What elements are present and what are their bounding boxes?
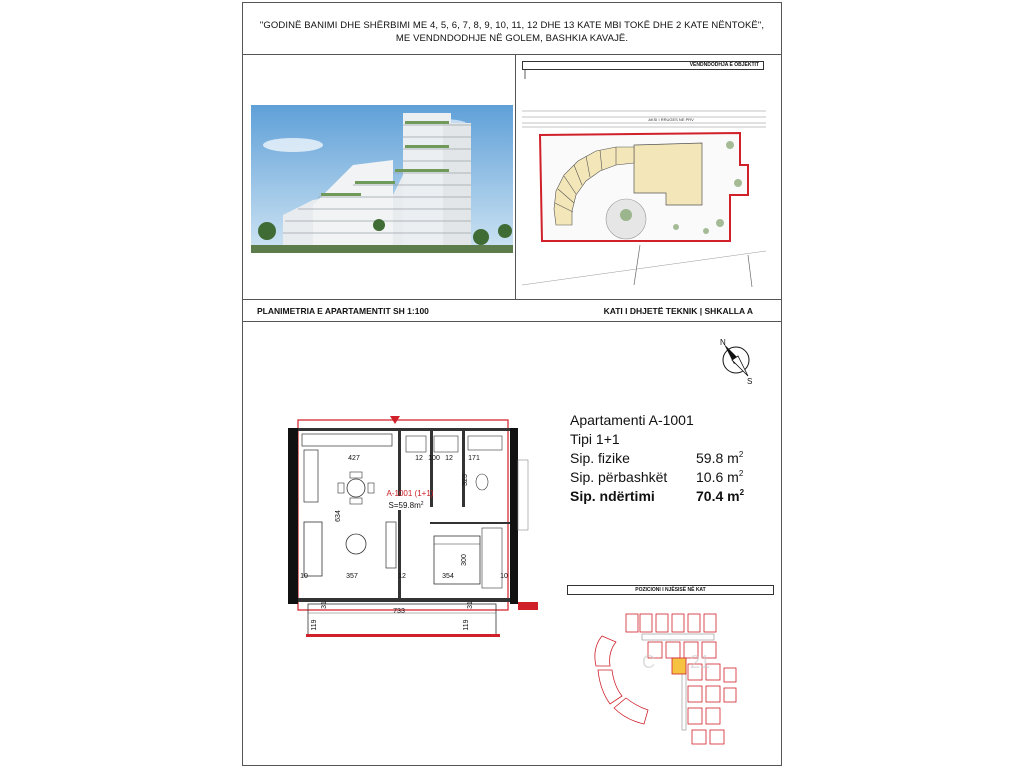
north-arrow-icon: [714, 336, 758, 386]
header-line-2: ME VENDNDODHJE NË GOLEM, BASHKIA KAVAJË.: [395, 33, 629, 44]
area-value-physical: 59.8 m: [696, 450, 739, 466]
site-plan-panel: [516, 55, 781, 300]
plan-title-band: [243, 300, 781, 322]
dim-733: 733: [393, 608, 405, 615]
compass-s: S: [747, 377, 753, 386]
dim-119a: 119: [311, 619, 318, 631]
dim-119b: 119: [463, 619, 470, 631]
dim-427: 427: [348, 455, 360, 462]
compass-n: N: [720, 338, 726, 347]
road-label: AKSI I RRUGES NE PRV: [648, 117, 694, 122]
area-label-physical: Sip. fizike: [570, 450, 630, 466]
area-sup-built: 2: [739, 488, 745, 497]
dim-12b: 12: [445, 455, 453, 462]
area-label-built: Sip. ndërtimi: [570, 488, 655, 504]
area-row-common: [570, 468, 750, 487]
dim-31a: 31: [321, 601, 328, 609]
building-render: [243, 55, 516, 300]
area-row-physical: [570, 449, 750, 468]
plan-scale-title: PLANIMETRIA E APARTAMENTIT SH 1:100: [257, 306, 429, 316]
watermark: C 21: [642, 652, 711, 672]
unit-area: S=59.8m: [388, 501, 421, 510]
dim-634: 634: [335, 510, 342, 522]
dim-300: 300: [461, 554, 468, 566]
dim-357: 357: [346, 573, 358, 580]
svg-text:S=59.8m2: [388, 501, 423, 510]
site-plan-title: VENDNDODHJA E OBJEKTIT: [522, 61, 764, 70]
apartment-floor-plan: [282, 410, 542, 650]
top-row: [243, 55, 781, 300]
apartment-name: Apartamenti A-1001: [570, 412, 694, 428]
dim-100: 100: [428, 455, 440, 462]
position-title: POZICIONI I NJËSISË NË KAT: [567, 585, 774, 595]
document-header: [243, 3, 781, 55]
area-sup-physical: 2: [738, 450, 744, 459]
unit-area-sup: 2: [420, 501, 424, 507]
dim-12a: 12: [415, 455, 423, 462]
apartment-info: [570, 411, 750, 506]
building-render-panel: [243, 55, 516, 300]
area-value-built: 70.4 m: [696, 488, 740, 504]
area-label-common: Sip. përbashkët: [570, 469, 668, 485]
dim-12c: 12: [398, 573, 406, 580]
dim-10b: 10: [500, 573, 508, 580]
area-value-common: 10.6 m: [696, 469, 739, 485]
dim-354: 354: [442, 573, 454, 580]
dim-171: 171: [468, 455, 480, 462]
site-plan-drawing: [516, 55, 781, 300]
unit-label: A-1001 (1+1): [386, 489, 434, 498]
floor-stair-title: KATI I DHJETË TEKNIK | SHKALLA A: [603, 306, 753, 316]
header-line-1: "GODINË BANIMI DHE SHËRBIMI ME 4, 5, 6, 7, 8, 9, 10, 11, 12 DHE 13 KATE MBI TOKË DHE 2 KATE NËNTOKË",: [259, 20, 765, 31]
dim-31b: 31: [467, 601, 474, 609]
position-key-plan: [582, 608, 792, 758]
area-row-built: [570, 487, 750, 506]
dim-10a: 10: [300, 573, 308, 580]
apartment-type: Tipi 1+1: [570, 431, 620, 447]
dim-323: 323: [462, 474, 469, 486]
area-sup-common: 2: [738, 469, 744, 478]
